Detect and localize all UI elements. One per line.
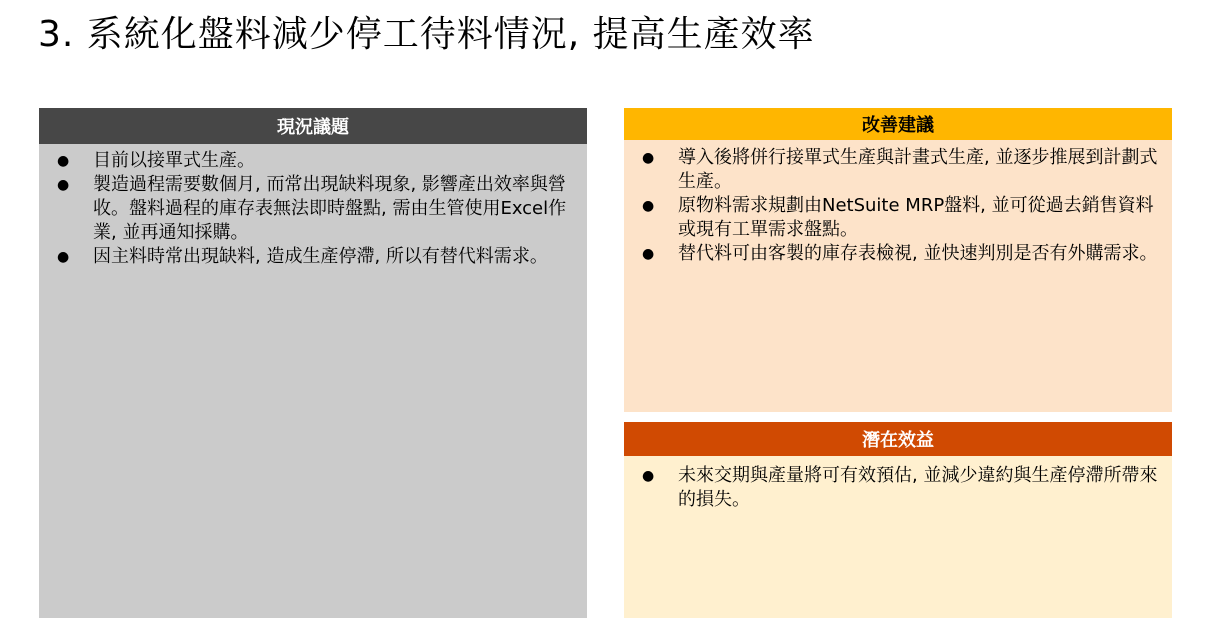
benefit-item: ● 未來交期與產量將可有效預估, 並減少違約與生產停滯所帶來的損失。 [624,464,1164,512]
current-issues-header [39,108,587,144]
benefit-header [624,422,1172,456]
current-issue-item: ● 製造過程需要數個月, 而常出現缺料現象, 影響產出效率與營收。盤料過程的庫存表無法即時盤點, 需由生管使用Excel作業, 並再通知採購。 [39,173,583,245]
current-issues-header-label: 現況議題 [277,117,349,138]
current-issues-list [39,149,583,269]
improvement-header [624,108,1172,140]
improvement-item: ● 替代料可由客製的庫存表檢視, 並快速判別是否有外購需求。 [624,242,1164,266]
benefit-list [624,464,1164,512]
improvement-item: ● 導入後將併行接單式生產與計畫式生產, 並逐步推展到計劃式生產。 [624,146,1164,194]
current-issues-body [39,144,587,618]
improvement-item: ● 原物料需求規劃由NetSuite MRP盤料, 並可從過去銷售資料或現有工單需求盤點。 [624,194,1164,242]
benefit-body [624,456,1172,618]
improvement-list [624,146,1164,266]
improvement-body [624,140,1172,412]
current-issue-item: ● 因主料時常出現缺料, 造成生產停滯, 所以有替代料需求。 [39,245,583,269]
improvement-header-label: 改善建議 [862,115,934,136]
slide-title: 3. 系統化盤料減少停工待料情況, 提高生產效率 [38,14,815,55]
benefit-header-label: 潛在效益 [862,430,934,451]
current-issue-item: ● 目前以接單式生產。 [39,149,583,173]
